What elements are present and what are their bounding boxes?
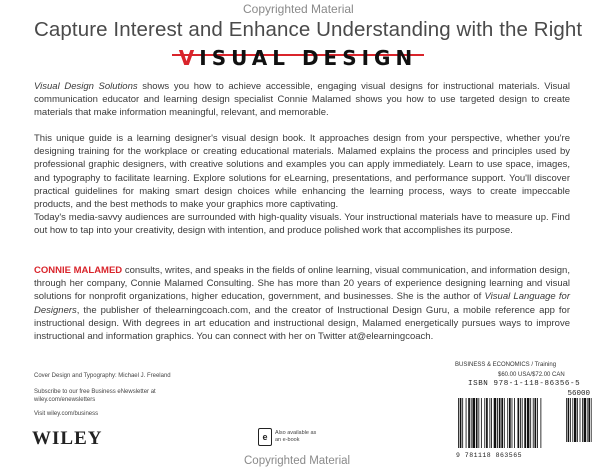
description-paragraph-1: Visual Design Solutions shows you how to achieve accessible, engaging visual designs for instructional materials. Visual communication educator and learning design specialist Connie Malamed shows you how to use targeted design to create materials that make information meaningful, relevant, and memorable. [34, 81, 570, 119]
description-paragraph-2: This unique guide is a learning designer's visual design book. It approaches design from your perspective, whether you're designing training for the workplace or creating educational materials. Malamed explains the process and principles used by professional graphic designers, with creative solutions and examples you can apply immediately. Learn to use space, images, and typography to facilitate learning. Explore solutions for eLearning, presentations, and performance support. You'll discover practical guidelines for making smart design choices while enhancing the learning process, ways to create impeccable products, and the best methods to make your graphics more captivating. [34, 133, 570, 211]
barcode [456, 378, 594, 460]
newsletter-note: Subscribe to our free Business eNewsletter at wiley.com/enewsletters [34, 389, 156, 403]
author-name: CONNIE MALAMED [34, 265, 123, 276]
barcode-bars [456, 398, 594, 450]
visual-design-logo [172, 46, 424, 70]
price-code: 56000 [567, 390, 590, 398]
logo-text: VISUAL DESIGN [178, 46, 418, 70]
book-title-italic: Visual Design Solutions [34, 81, 138, 92]
ebook-badge [258, 428, 320, 446]
description-paragraph-3: Today's media-savvy audiences are surrounded with high-quality visuals. Your instructional materials have to measure up. Find out how to tap into your creativity, design with intention, and produce polished work that accomplishes its purpose. [34, 212, 570, 237]
other-book-title: Visual Language for Designers [34, 291, 570, 316]
author-bio: CONNIE MALAMED consults, writes, and speaks in the fields of online learning, visual communication, and information design, through her company, Connie Malamed Consulting. She has more than 20 years of experience designing learning and visual solutions for nonprofit organizations, higher education, government, and businesses. She is the author of Visual Language for Designers, the publisher of thelearningcoach.com, and the creator of Instructional Design Guru, a mobile reference app for instructional design. With degrees in art education and instructional design, Malamed energetically pursues ways to improve instructional and information graphics. You can connect with her on Twitter at@elearningcoach. [34, 265, 570, 343]
cover-credit: Cover Design and Typography: Michael J. Freeland [34, 373, 171, 379]
watermark-top: Copyrighted Material [243, 2, 354, 16]
publisher-logo: WILEY [32, 428, 103, 449]
visit-link: Visit wiley.com/business [34, 411, 99, 417]
price-label: $60.00 USA/$72.00 CAN [498, 372, 565, 378]
isbn-text: ISBN 978-1-118-86356-5 [468, 380, 581, 388]
ebook-icon: e [258, 428, 272, 446]
headline: Capture Interest and Enhance Understanding with the Right [34, 18, 583, 41]
watermark-bottom: Copyrighted Material [244, 455, 351, 467]
ean-digits: 9 781118 863565 [456, 452, 523, 459]
category-label: BUSINESS & ECONOMICS / Training [455, 362, 557, 368]
ebook-label: Also available as an e-book [275, 430, 317, 443]
